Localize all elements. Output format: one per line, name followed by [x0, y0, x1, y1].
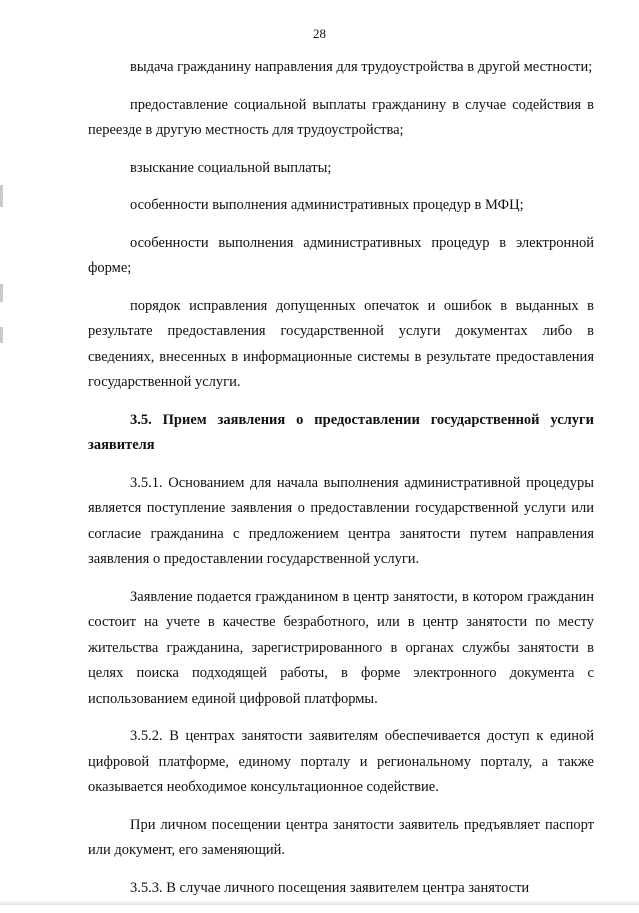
page-number: 28	[313, 26, 326, 41]
list-item-paragraph: предоставление социальной выплаты гражданину в случае содействия в переезде в другую местность для трудоустройства;	[88, 96, 594, 138]
list-item-paragraph: взыскание социальной выплаты;	[130, 159, 332, 176]
body-paragraph: 3.5.2. В центрах занятости заявителям обеспечивается доступ к единой цифровой платформе, единому порталу и региональному порталу, а также оказывается необходимое консультационное содействие.	[88, 728, 594, 795]
body-paragraph: Заявление подается гражданином в центр занятости, в котором гражданин состоит на учете в качестве безработного, или в центр занятости по месту жительства гражданина, зарегистрированного в органах службы занятости в целях поиска подходящей работы, в форме электронного документа с использованием единой цифровой платформы.	[88, 588, 594, 707]
scan-edge-mark	[0, 327, 3, 343]
body-paragraph: 3.5.1. Основанием для начала выполнения административной процедуры является поступление заявления о предоставлении государственной услуги или согласие гражданина с предложением центра занятости путем направления заявления о предоставлении государственной услуги.	[88, 474, 594, 567]
list-item-paragraph: выдача гражданину направления для трудоустройства в другой местности;	[130, 59, 593, 75]
body-paragraph: При личном посещении центра занятости заявитель предъявляет паспорт или документ, его заменяющий.	[88, 816, 594, 858]
section-heading: 3.5. Прием заявления о предоставлении государственной услуги заявителя	[88, 411, 594, 453]
scan-edge-mark	[0, 185, 3, 207]
list-item-paragraph: особенности выполнения административных процедур в электронной форме;	[88, 234, 594, 276]
list-item-paragraph: порядок исправления допущенных опечаток и ошибок в выданных в результате предоставления государственной услуги документах либо в сведениях, внесенных в информационные системы в результате предоставления государственной услуги.	[88, 297, 594, 390]
scan-edge-mark	[0, 284, 3, 302]
document-body	[88, 55, 594, 913]
body-paragraph: 3.5.3. В случае личного посещения заявителем центра занятости	[130, 879, 530, 896]
list-item-paragraph: особенности выполнения административных процедур в МФЦ;	[130, 197, 524, 213]
scan-bottom-edge	[0, 900, 639, 905]
